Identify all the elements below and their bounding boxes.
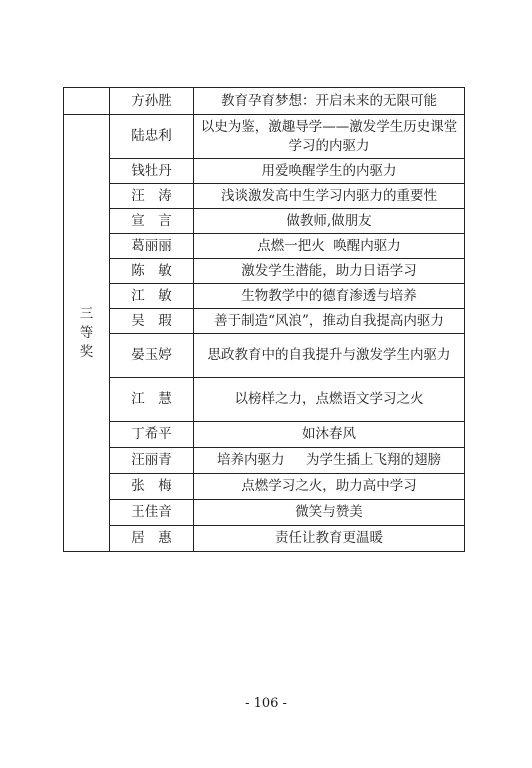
title-cell: 微笑与赞美 bbox=[194, 500, 465, 526]
title-cell: 点燃一把火 唤醒内驱力 bbox=[194, 234, 465, 259]
title-cell: 做教师,做朋友 bbox=[194, 209, 465, 234]
name-cell: 钱牡丹 bbox=[110, 159, 194, 184]
title-cell: 教育孕育梦想：开启未来的无限可能 bbox=[194, 88, 465, 115]
name-cell: 葛丽丽 bbox=[110, 234, 194, 259]
name-cell: 江 敏 bbox=[110, 284, 194, 309]
table-row bbox=[64, 159, 465, 184]
name-cell: 江 慧 bbox=[110, 378, 194, 422]
name-cell: 汪 涛 bbox=[110, 184, 194, 209]
page-number: - 106 - bbox=[245, 696, 287, 711]
name-cell: 张 梅 bbox=[110, 474, 194, 500]
title-cell: 责任让教育更温暖 bbox=[194, 526, 465, 552]
title-cell: 善于制造“风浪”，推动自我提高内驱力 bbox=[194, 309, 465, 334]
name-cell: 陈 敏 bbox=[110, 259, 194, 284]
name-cell: 宣 言 bbox=[110, 209, 194, 234]
rank-char: 奖 bbox=[79, 343, 94, 360]
table-row bbox=[64, 448, 465, 474]
rank-char: 三 bbox=[79, 305, 94, 322]
table-row bbox=[64, 309, 465, 334]
table-row bbox=[64, 234, 465, 259]
title-cell: 点燃学习之火，助力高中学习 bbox=[194, 474, 465, 500]
name-cell: 王佳音 bbox=[110, 500, 194, 526]
title-cell: 如沐春风 bbox=[194, 422, 465, 448]
title-cell: 培养内驱力 为学生插上飞翔的翅膀 bbox=[194, 448, 465, 474]
table-row bbox=[64, 115, 465, 159]
rank-cell bbox=[64, 115, 110, 552]
name-cell: 吴 瑕 bbox=[110, 309, 194, 334]
rank-cell-empty bbox=[64, 88, 110, 115]
table-row bbox=[64, 259, 465, 284]
name-cell: 陆忠利 bbox=[110, 115, 194, 159]
title-cell: 生物教学中的德育渗透与培养 bbox=[194, 284, 465, 309]
table-row bbox=[64, 184, 465, 209]
rank-char: 等 bbox=[79, 324, 94, 341]
title-cell: 激发学生潜能，助力日语学习 bbox=[194, 259, 465, 284]
title-cell: 思政教育中的自我提升与激发学生内驱力 bbox=[194, 334, 465, 378]
title-cell: 以榜样之力，点燃语文学习之火 bbox=[194, 378, 465, 422]
table-row bbox=[64, 474, 465, 500]
table-row bbox=[64, 526, 465, 552]
table-row bbox=[64, 422, 465, 448]
table-row bbox=[64, 378, 465, 422]
title-cell: 用爱唤醒学生的内驱力 bbox=[194, 159, 465, 184]
name-cell: 汪丽青 bbox=[110, 448, 194, 474]
table-row bbox=[64, 284, 465, 309]
table-row bbox=[64, 500, 465, 526]
name-cell: 丁希平 bbox=[110, 422, 194, 448]
name-cell: 居 惠 bbox=[110, 526, 194, 552]
name-cell: 方孙胜 bbox=[110, 88, 194, 115]
table-row bbox=[64, 209, 465, 234]
award-table bbox=[63, 87, 465, 552]
name-cell: 晏玉婷 bbox=[110, 334, 194, 378]
title-cell: 以史为鉴，激趣导学——激发学生历史课堂学习的内驱力 bbox=[194, 115, 465, 159]
table-row bbox=[64, 88, 465, 115]
title-cell: 浅谈激发高中生学习内驱力的重要性 bbox=[194, 184, 465, 209]
table-row bbox=[64, 334, 465, 378]
